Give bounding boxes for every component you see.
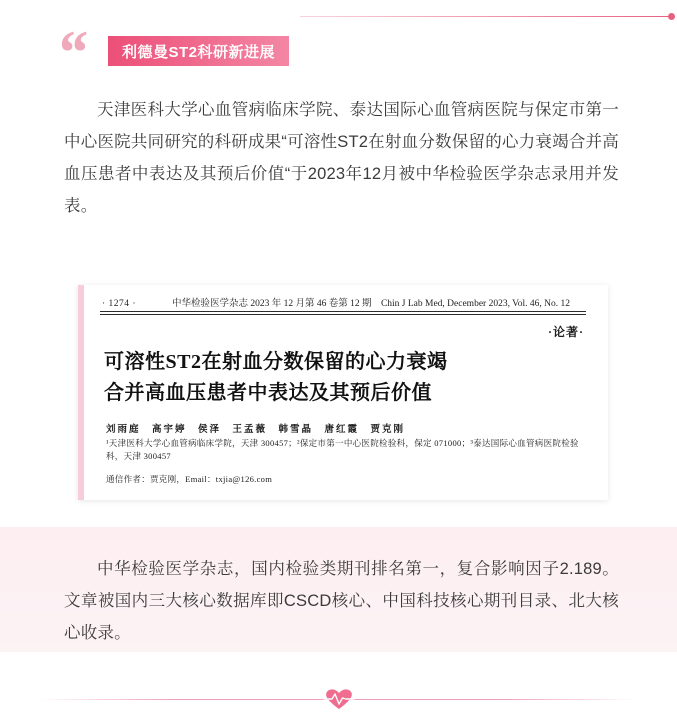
top-divider-dot (668, 13, 675, 20)
page-title: 利德曼ST2科研新进展 (122, 43, 276, 61)
journal-page-number: · 1274 · (102, 299, 137, 309)
journal-article-affiliation: ¹天津医科大学心血管病临床学院，天津 300457；²保定市第一中心医院检验科，保定 071000；³泰达国际心血管病医院检验科，天津 300457 (106, 438, 579, 461)
journal-scan-inner (84, 285, 608, 500)
heart-pulse-icon (320, 686, 358, 712)
page-title-banner (108, 36, 289, 66)
journal-header-rule-top (100, 311, 586, 312)
journal-article-title-line1: 可溶性ST2在射血分数保留的心力衰竭 (104, 351, 448, 373)
journal-running-header (84, 295, 608, 309)
journal-article-title (104, 347, 584, 409)
intro-paragraph: 天津医科大学心血管病临床学院、泰达国际心血管病医院与保定市第一中心医院共同研究的科研成果“可溶性ST2在射血分数保留的心力衰竭合并高血压患者中表达及其预后价值“于2023年12月被中华检验医学杂志录用并发表。 (64, 101, 619, 215)
quote-mark-icon: “ (56, 19, 83, 87)
journal-article-authors: 刘雨庭 高宇婷 侯泽 王孟薇 韩雪晶 唐红霞 贾克刚 (106, 425, 406, 435)
footer-note-paragraph: 中华检验医学杂志，国内检验类期刊排名第一，复合影响因子2.189。文章被国内三大核心数据库即CSCD核心、中国科技核心期刊目录、北大核心收录。 (64, 560, 619, 642)
journal-article-title-line2: 合并高血压患者中表达及其预后价值 (104, 382, 432, 404)
journal-scan-card (78, 285, 608, 500)
journal-running-head: 中华检验医学杂志 2023 年 12 月第 46 卷第 12 期 Chin J Lab Med, December 2023, Vol. 46, No. 12 (171, 299, 571, 309)
journal-article-contact: 通信作者：贾克刚，Email：txjia@126.com (106, 474, 273, 484)
top-divider (300, 16, 670, 17)
journal-header-rule-bottom (100, 314, 586, 315)
journal-article-category: ·论著· (547, 325, 584, 339)
